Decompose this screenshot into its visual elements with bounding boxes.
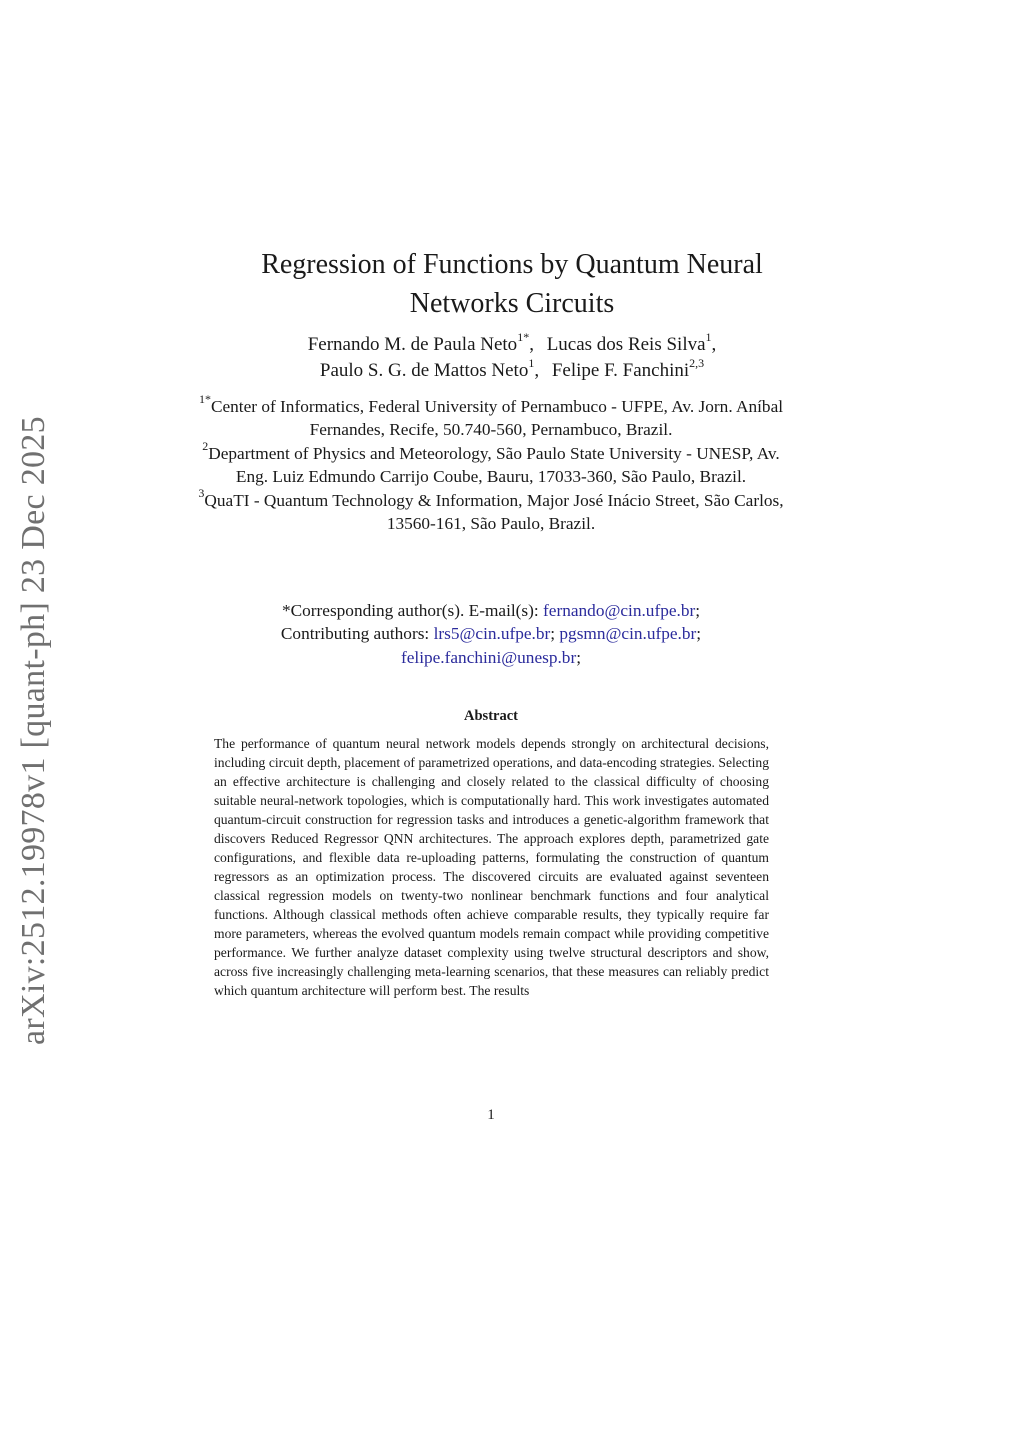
author-affiliation-mark: 1* <box>517 329 530 344</box>
author-line-1: Fernando M. de Paula Neto$^{1*}$, Lucas dos Reis Silva$^1$, <box>307 329 717 355</box>
corresponding-author-label: *Corresponding author(s). E-mail(s): <box>281 601 539 620</box>
affiliation-mark: 1* <box>198 392 211 407</box>
author-affiliation-mark: 1 <box>528 355 535 370</box>
author-name: Fernando M. de Paula Neto <box>307 334 518 355</box>
contributing-authors-label: Contributing authors: <box>280 624 430 644</box>
author-name: Felipe F. Fanchini <box>551 360 690 381</box>
contributing-authors-line-2 <box>0 646 982 669</box>
email-separator: ; <box>576 647 582 667</box>
author-line-2: Paulo S. G. de Mattos Neto$^1$, Felipe F. Fanchini$^{2,3}$ <box>319 355 705 381</box>
page-number: 1 <box>487 1107 495 1123</box>
affiliation-item <box>190 392 792 442</box>
paper-title-line-1: Regression of Functions by Quantum Neural <box>261 248 763 280</box>
affiliation-mark: 2 <box>202 439 209 454</box>
abstract-text: The performance of quantum neural network models depends strongly on architectural decisions, including circuit depth, placement of parametrized operations, and data-encoding strategies. Selecting an effective architecture is challenging and closely related to the classical difficulty of choosing suitable neural-network topologies, which is computationally hard. This work investigates automated quantum-circuit construction for regression tasks and introduces a genetic-algorithm framework that discovers Reduced Regressor QNN architectures. The approach explores depth, parametrized gate configurations, and flexible data re-uploading patterns, formulating the construction of quantum regressors as an optimization process. The discovered circuits are evaluated against seventeen classical regression models on twenty-two nonlinear benchmark functions and four analytical functions. Although classical methods often achieve comparable results, they typically require far more parameters, whereas the evolved quantum models remain compact while providing competitive performance. We further analyze dataset complexity using twelve structural descriptors and show, across five increasingly challenging meta-learning scenarios, that these measures can reliably predict which quantum architecture will perform best. The results <box>214 736 769 998</box>
contributing-authors-line <box>0 622 982 645</box>
author-affiliation-mark: 2,3 <box>689 355 705 370</box>
contributing-email-link[interactable]: pgsmn@cin.ufpe.br <box>559 624 697 644</box>
affiliation-text: QuaTI - Quantum Technology & Information, Major José Inácio Street, São Carlos, 13560-161, São Paulo, Brazil. <box>204 490 784 534</box>
author-name: Lucas dos Reis Silva <box>546 334 706 355</box>
author-list <box>0 329 1024 384</box>
affiliation-item <box>190 439 792 489</box>
affiliation-list <box>190 392 792 535</box>
email-separator: ; <box>695 601 701 620</box>
affiliation-text: Department of Physics and Meteorology, São Paulo State University - UNESP, Av. Eng. Luiz Edmundo Carrijo Coube, Bauru, 17033-360, São Paulo, Brazil. <box>208 443 780 487</box>
corresponding-email-link[interactable]: fernando@cin.ufpe.br <box>543 601 696 620</box>
author-name: Paulo S. G. de Mattos Neto <box>319 360 529 381</box>
arxiv-identifier-stamp: arXiv:2512.19978v1 [quant-ph] 23 Dec 2025 <box>15 416 52 1045</box>
affiliation-text: Center of Informatics, Federal University of Pernambuco - UFPE, Av. Jorn. Aníbal Fernandes, Recife, 50.740-560, Pernambuco, Brazil. <box>210 397 784 440</box>
correspondence-block <box>0 599 982 669</box>
affiliation-mark: 3 <box>198 485 205 500</box>
author-affiliation-mark: 1 <box>705 329 712 344</box>
corresponding-author-line <box>0 599 982 622</box>
email-separator: ; <box>550 624 556 644</box>
affiliation-item <box>190 485 792 536</box>
paper-title-line-2: Networks Circuits <box>409 287 615 319</box>
contributing-email-link[interactable]: lrs5@cin.ufpe.br <box>433 624 551 644</box>
abstract-heading: Abstract <box>464 708 518 724</box>
contributing-email-link[interactable]: felipe.fanchini@unesp.br <box>400 647 577 667</box>
email-separator: ; <box>696 624 702 644</box>
paper-title <box>0 245 1024 323</box>
